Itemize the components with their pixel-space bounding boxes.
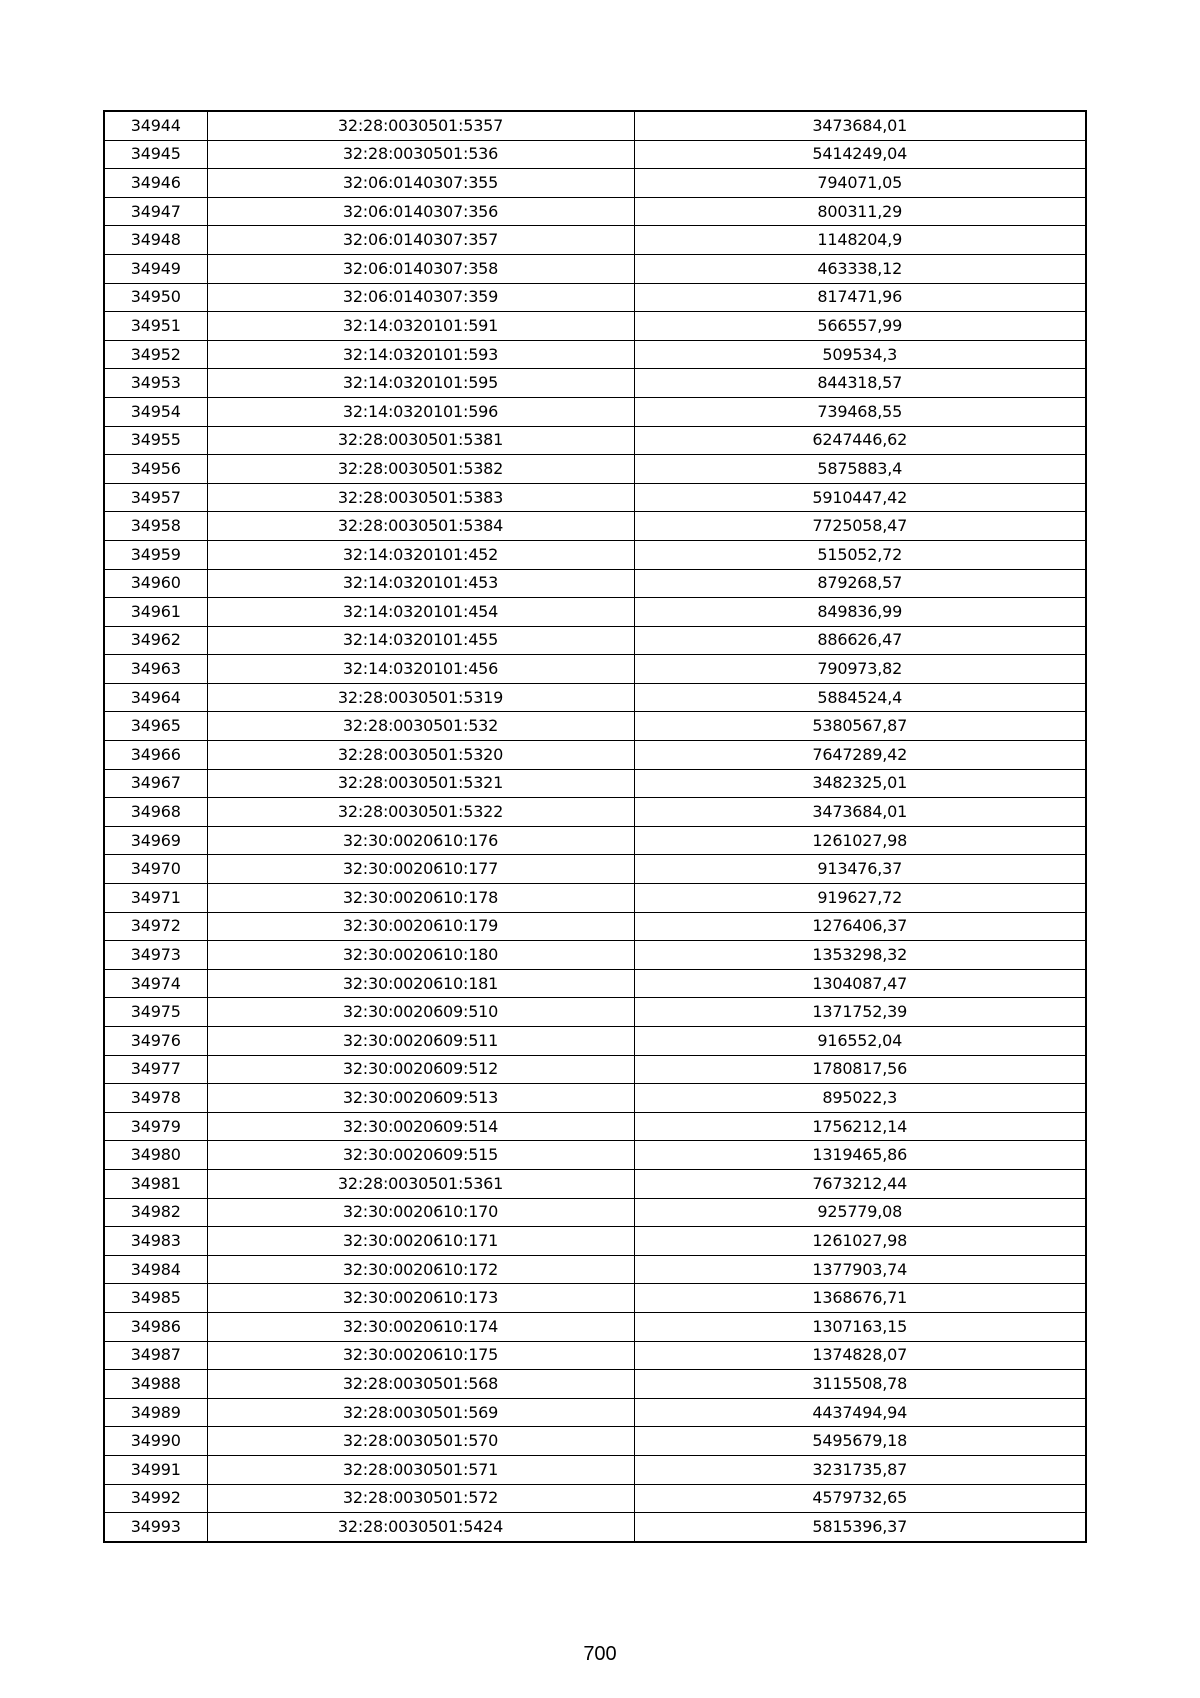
cadastral-value-cell: 1780817,56 — [634, 1055, 1086, 1084]
table-row — [104, 397, 1086, 426]
row-number-cell: 34974 — [104, 969, 207, 998]
row-number-cell: 34988 — [104, 1370, 207, 1399]
row-number-cell: 34946 — [104, 169, 207, 198]
table-row — [104, 254, 1086, 283]
cadastral-number-cell: 32:06:0140307:357 — [207, 226, 634, 255]
cadastral-number-cell: 32:14:0320101:596 — [207, 397, 634, 426]
row-number-cell: 34989 — [104, 1398, 207, 1427]
table-row — [104, 340, 1086, 369]
table-row — [104, 455, 1086, 484]
cadastral-number-cell: 32:28:0030501:5320 — [207, 741, 634, 770]
row-number-cell: 34990 — [104, 1427, 207, 1456]
row-number-cell: 34956 — [104, 455, 207, 484]
cadastral-value-cell: 913476,37 — [634, 855, 1086, 884]
row-number-cell: 34991 — [104, 1455, 207, 1484]
row-number-cell: 34945 — [104, 140, 207, 169]
table-row — [104, 1169, 1086, 1198]
table-row — [104, 111, 1086, 140]
cadastral-value-cell: 1368676,71 — [634, 1284, 1086, 1313]
table-row — [104, 197, 1086, 226]
table-row — [104, 1112, 1086, 1141]
cadastral-value-cell: 1374828,07 — [634, 1341, 1086, 1370]
cadastral-number-cell: 32:14:0320101:593 — [207, 340, 634, 369]
cadastral-value-cell: 1377903,74 — [634, 1255, 1086, 1284]
row-number-cell: 34982 — [104, 1198, 207, 1227]
table-row — [104, 1398, 1086, 1427]
cadastral-number-cell: 32:30:0020610:177 — [207, 855, 634, 884]
cadastral-value-cell: 5815396,37 — [634, 1513, 1086, 1542]
row-number-cell: 34980 — [104, 1141, 207, 1170]
cadastral-number-cell: 32:06:0140307:359 — [207, 283, 634, 312]
cadastral-value-cell: 800311,29 — [634, 197, 1086, 226]
cadastral-value-cell: 515052,72 — [634, 540, 1086, 569]
cadastral-value-cell: 1353298,32 — [634, 941, 1086, 970]
cadastral-value-cell: 6247446,62 — [634, 426, 1086, 455]
cadastral-value-table — [103, 110, 1087, 1543]
cadastral-value-cell: 1304087,47 — [634, 969, 1086, 998]
cadastral-value-cell: 790973,82 — [634, 655, 1086, 684]
row-number-cell: 34957 — [104, 483, 207, 512]
cadastral-number-cell: 32:14:0320101:455 — [207, 626, 634, 655]
cadastral-value-cell: 5380567,87 — [634, 712, 1086, 741]
row-number-cell: 34972 — [104, 912, 207, 941]
table-row — [104, 483, 1086, 512]
table-body — [104, 111, 1086, 1542]
cadastral-number-cell: 32:28:0030501:5424 — [207, 1513, 634, 1542]
cadastral-value-cell: 1307163,15 — [634, 1312, 1086, 1341]
cadastral-number-cell: 32:28:0030501:569 — [207, 1398, 634, 1427]
row-number-cell: 34959 — [104, 540, 207, 569]
cadastral-number-cell: 32:30:0020609:515 — [207, 1141, 634, 1170]
row-number-cell: 34964 — [104, 683, 207, 712]
row-number-cell: 34985 — [104, 1284, 207, 1313]
cadastral-number-cell: 32:30:0020610:175 — [207, 1341, 634, 1370]
table-row — [104, 626, 1086, 655]
table-row — [104, 1484, 1086, 1513]
cadastral-number-cell: 32:30:0020609:512 — [207, 1055, 634, 1084]
cadastral-value-cell: 566557,99 — [634, 312, 1086, 341]
cadastral-number-cell: 32:28:0030501:5384 — [207, 512, 634, 541]
cadastral-number-cell: 32:30:0020610:172 — [207, 1255, 634, 1284]
cadastral-value-cell: 509534,3 — [634, 340, 1086, 369]
cadastral-number-cell: 32:28:0030501:568 — [207, 1370, 634, 1399]
table-row — [104, 1027, 1086, 1056]
table-row — [104, 369, 1086, 398]
cadastral-number-cell: 32:28:0030501:5357 — [207, 111, 634, 140]
cadastral-value-cell: 5875883,4 — [634, 455, 1086, 484]
table-row — [104, 1427, 1086, 1456]
table-row — [104, 855, 1086, 884]
cadastral-number-cell: 32:28:0030501:571 — [207, 1455, 634, 1484]
cadastral-value-cell: 925779,08 — [634, 1198, 1086, 1227]
row-number-cell: 34960 — [104, 569, 207, 598]
cadastral-value-cell: 844318,57 — [634, 369, 1086, 398]
cadastral-number-cell: 32:30:0020609:513 — [207, 1084, 634, 1113]
table-row — [104, 169, 1086, 198]
row-number-cell: 34970 — [104, 855, 207, 884]
cadastral-value-cell: 849836,99 — [634, 598, 1086, 627]
row-number-cell: 34971 — [104, 884, 207, 913]
cadastral-number-cell: 32:30:0020609:511 — [207, 1027, 634, 1056]
table-row — [104, 1370, 1086, 1399]
cadastral-value-cell: 7725058,47 — [634, 512, 1086, 541]
table-row — [104, 140, 1086, 169]
table-row — [104, 226, 1086, 255]
cadastral-number-cell: 32:14:0320101:456 — [207, 655, 634, 684]
row-number-cell: 34975 — [104, 998, 207, 1027]
table-row — [104, 884, 1086, 913]
row-number-cell: 34977 — [104, 1055, 207, 1084]
row-number-cell: 34961 — [104, 598, 207, 627]
table-row — [104, 769, 1086, 798]
row-number-cell: 34978 — [104, 1084, 207, 1113]
cadastral-value-cell: 3115508,78 — [634, 1370, 1086, 1399]
cadastral-value-cell: 1276406,37 — [634, 912, 1086, 941]
cadastral-value-cell: 5495679,18 — [634, 1427, 1086, 1456]
cadastral-number-cell: 32:30:0020610:181 — [207, 969, 634, 998]
table-row — [104, 826, 1086, 855]
cadastral-value-cell: 463338,12 — [634, 254, 1086, 283]
cadastral-number-cell: 32:14:0320101:595 — [207, 369, 634, 398]
row-number-cell: 34969 — [104, 826, 207, 855]
cadastral-number-cell: 32:30:0020610:178 — [207, 884, 634, 913]
row-number-cell: 34987 — [104, 1341, 207, 1370]
table-row — [104, 1055, 1086, 1084]
cadastral-number-cell: 32:14:0320101:591 — [207, 312, 634, 341]
row-number-cell: 34973 — [104, 941, 207, 970]
cadastral-value-cell: 895022,3 — [634, 1084, 1086, 1113]
cadastral-value-cell: 1756212,14 — [634, 1112, 1086, 1141]
row-number-cell: 34950 — [104, 283, 207, 312]
row-number-cell: 34962 — [104, 626, 207, 655]
row-number-cell: 34947 — [104, 197, 207, 226]
cadastral-value-cell: 7673212,44 — [634, 1169, 1086, 1198]
cadastral-value-cell: 794071,05 — [634, 169, 1086, 198]
cadastral-value-cell: 919627,72 — [634, 884, 1086, 913]
cadastral-value-cell: 1148204,9 — [634, 226, 1086, 255]
cadastral-number-cell: 32:30:0020610:173 — [207, 1284, 634, 1313]
table-row — [104, 283, 1086, 312]
cadastral-number-cell: 32:28:0030501:536 — [207, 140, 634, 169]
row-number-cell: 34984 — [104, 1255, 207, 1284]
cadastral-value-cell: 3473684,01 — [634, 111, 1086, 140]
row-number-cell: 34965 — [104, 712, 207, 741]
row-number-cell: 34954 — [104, 397, 207, 426]
table-row — [104, 598, 1086, 627]
table-row — [104, 912, 1086, 941]
cadastral-number-cell: 32:30:0020610:179 — [207, 912, 634, 941]
cadastral-number-cell: 32:30:0020609:514 — [207, 1112, 634, 1141]
cadastral-value-cell: 5884524,4 — [634, 683, 1086, 712]
cadastral-value-cell: 1319465,86 — [634, 1141, 1086, 1170]
row-number-cell: 34952 — [104, 340, 207, 369]
table-row — [104, 941, 1086, 970]
row-number-cell: 34948 — [104, 226, 207, 255]
cadastral-value-cell: 4437494,94 — [634, 1398, 1086, 1427]
cadastral-number-cell: 32:30:0020610:180 — [207, 941, 634, 970]
cadastral-number-cell: 32:30:0020610:170 — [207, 1198, 634, 1227]
table-row — [104, 998, 1086, 1027]
row-number-cell: 34951 — [104, 312, 207, 341]
cadastral-number-cell: 32:30:0020610:171 — [207, 1227, 634, 1256]
cadastral-number-cell: 32:28:0030501:5361 — [207, 1169, 634, 1198]
table-row — [104, 1198, 1086, 1227]
cadastral-value-cell: 1261027,98 — [634, 826, 1086, 855]
table-row — [104, 569, 1086, 598]
row-number-cell: 34983 — [104, 1227, 207, 1256]
table-row — [104, 683, 1086, 712]
table-row — [104, 312, 1086, 341]
cadastral-value-cell: 879268,57 — [634, 569, 1086, 598]
cadastral-number-cell: 32:30:0020610:176 — [207, 826, 634, 855]
cadastral-number-cell: 32:28:0030501:5322 — [207, 798, 634, 827]
cadastral-number-cell: 32:28:0030501:5383 — [207, 483, 634, 512]
table-row — [104, 426, 1086, 455]
table-row — [104, 655, 1086, 684]
cadastral-value-cell: 3482325,01 — [634, 769, 1086, 798]
cadastral-number-cell: 32:06:0140307:358 — [207, 254, 634, 283]
row-number-cell: 34979 — [104, 1112, 207, 1141]
table-row — [104, 969, 1086, 998]
cadastral-number-cell: 32:14:0320101:452 — [207, 540, 634, 569]
cadastral-value-cell: 4579732,65 — [634, 1484, 1086, 1513]
row-number-cell: 34976 — [104, 1027, 207, 1056]
cadastral-number-cell: 32:28:0030501:5381 — [207, 426, 634, 455]
cadastral-value-cell: 7647289,42 — [634, 741, 1086, 770]
table-row — [104, 540, 1086, 569]
cadastral-number-cell: 32:14:0320101:453 — [207, 569, 634, 598]
row-number-cell: 34986 — [104, 1312, 207, 1341]
cadastral-value-cell: 916552,04 — [634, 1027, 1086, 1056]
table-row — [104, 1341, 1086, 1370]
row-number-cell: 34958 — [104, 512, 207, 541]
cadastral-value-cell: 3231735,87 — [634, 1455, 1086, 1484]
page-number: 700 — [583, 1643, 617, 1665]
cadastral-number-cell: 32:30:0020610:174 — [207, 1312, 634, 1341]
row-number-cell: 34992 — [104, 1484, 207, 1513]
cadastral-number-cell: 32:06:0140307:355 — [207, 169, 634, 198]
table-row — [104, 1284, 1086, 1313]
cadastral-number-cell: 32:28:0030501:5319 — [207, 683, 634, 712]
row-number-cell: 34967 — [104, 769, 207, 798]
table-row — [104, 1227, 1086, 1256]
row-number-cell: 34981 — [104, 1169, 207, 1198]
cadastral-number-cell: 32:14:0320101:454 — [207, 598, 634, 627]
cadastral-value-cell: 5910447,42 — [634, 483, 1086, 512]
row-number-cell: 34968 — [104, 798, 207, 827]
cadastral-value-cell: 5414249,04 — [634, 140, 1086, 169]
row-number-cell: 34963 — [104, 655, 207, 684]
row-number-cell: 34966 — [104, 741, 207, 770]
cadastral-value-cell: 739468,55 — [634, 397, 1086, 426]
table-row — [104, 1141, 1086, 1170]
cadastral-number-cell: 32:28:0030501:570 — [207, 1427, 634, 1456]
table-row — [104, 1513, 1086, 1542]
table-row — [104, 512, 1086, 541]
cadastral-number-cell: 32:30:0020609:510 — [207, 998, 634, 1027]
table-row — [104, 1255, 1086, 1284]
cadastral-value-cell: 1371752,39 — [634, 998, 1086, 1027]
cadastral-value-cell: 817471,96 — [634, 283, 1086, 312]
row-number-cell: 34955 — [104, 426, 207, 455]
row-number-cell: 34993 — [104, 1513, 207, 1542]
row-number-cell: 34949 — [104, 254, 207, 283]
cadastral-number-cell: 32:28:0030501:5382 — [207, 455, 634, 484]
row-number-cell: 34953 — [104, 369, 207, 398]
table-row — [104, 1312, 1086, 1341]
cadastral-value-cell: 886626,47 — [634, 626, 1086, 655]
table-row — [104, 1084, 1086, 1113]
table-row — [104, 712, 1086, 741]
table-row — [104, 741, 1086, 770]
cadastral-value-cell: 3473684,01 — [634, 798, 1086, 827]
table-row — [104, 798, 1086, 827]
cadastral-number-cell: 32:06:0140307:356 — [207, 197, 634, 226]
cadastral-number-cell: 32:28:0030501:572 — [207, 1484, 634, 1513]
row-number-cell: 34944 — [104, 111, 207, 140]
cadastral-number-cell: 32:28:0030501:5321 — [207, 769, 634, 798]
cadastral-value-cell: 1261027,98 — [634, 1227, 1086, 1256]
cadastral-number-cell: 32:28:0030501:532 — [207, 712, 634, 741]
table-row — [104, 1455, 1086, 1484]
